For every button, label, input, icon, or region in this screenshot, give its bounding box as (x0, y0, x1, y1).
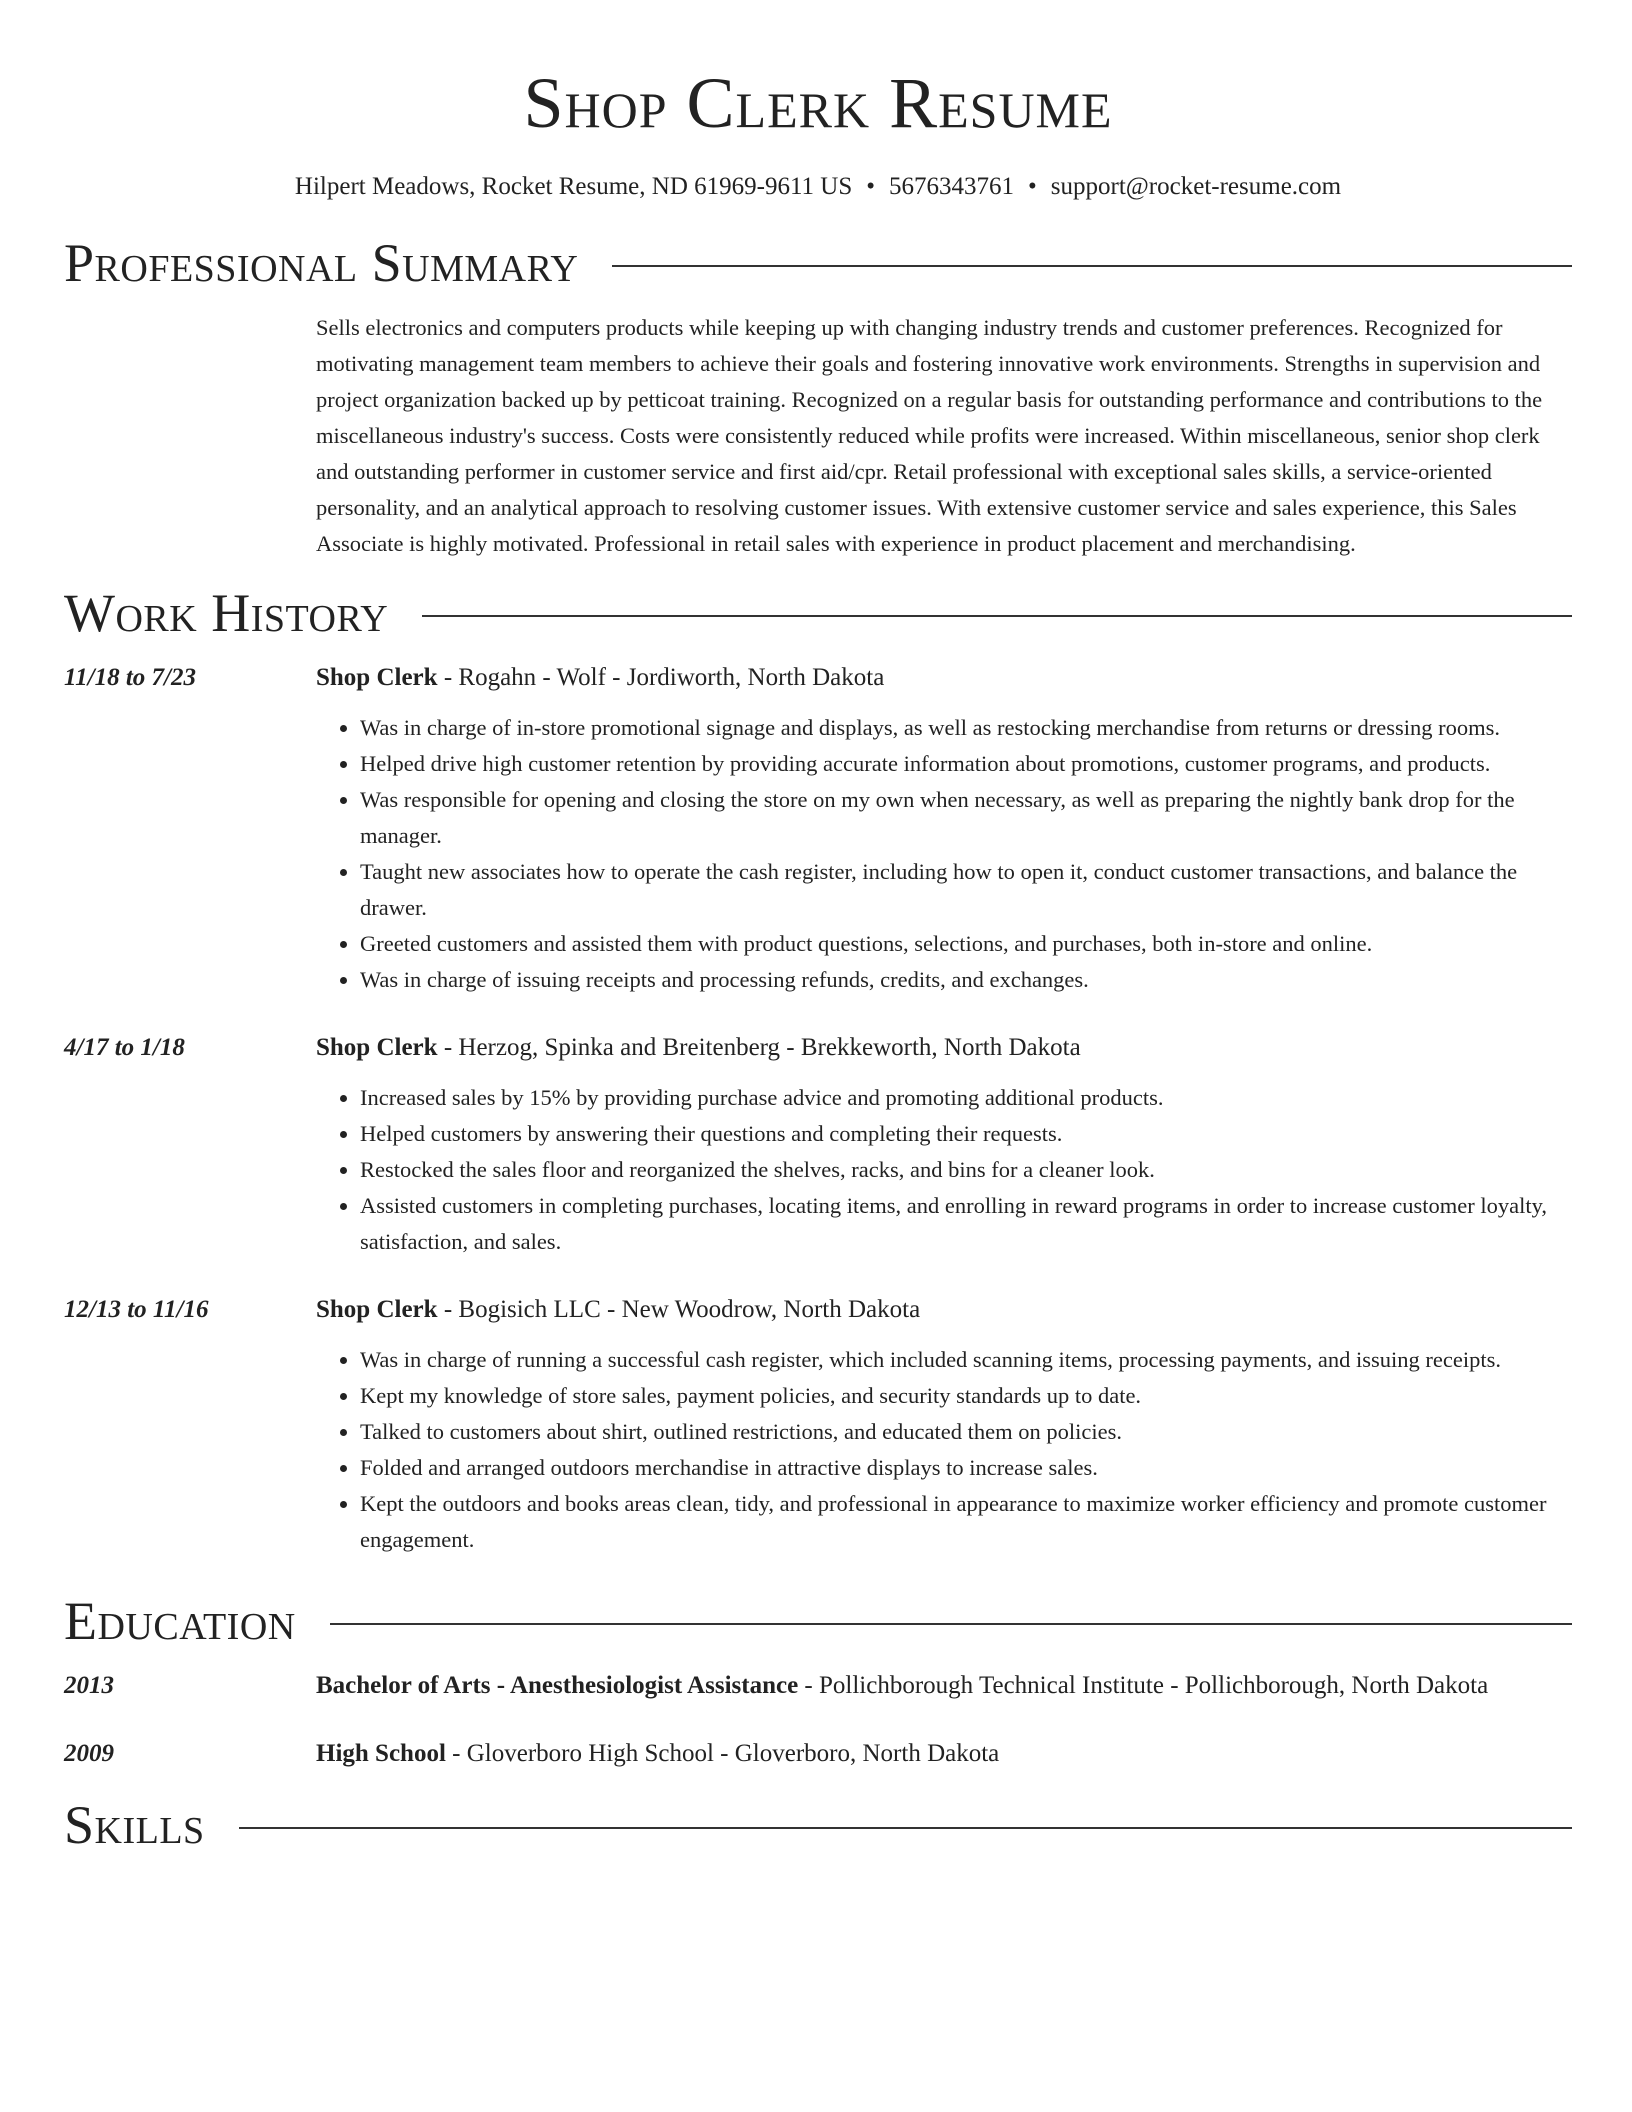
list-item: • Assisted customers in completing purchases, locating items, and enrolling in reward programs in order to increase customer loyalty, satisfaction, and sales. (360, 1188, 1572, 1260)
summary-text: Sells electronics and computers products while keeping up with changing industry trends and customer preferences. Recognized for motivating management team members to achieve their goals and fostering innovative work environments. Strengths in supervision and project organization backed up by petticoat training. Recognized on a regular basis for outstanding performance and contributions to the miscellaneous industry's success. Costs were consistently reduced while profits were increased. Within miscellaneous, senior shop clerk and outstanding performer in customer service and first aid/cpr. Retail professional with exceptional sales skills, a service-oriented personality, and an analytical approach to resolving customer issues. With extensive customer service and sales experience, this Sales Associate is highly motivated. Professional in retail sales with experience in product placement and merchandising. (316, 315, 1543, 556)
job-bullets (316, 1342, 1572, 1558)
resume-page (64, 0, 1572, 1858)
job-heading (316, 1028, 1572, 1068)
job-employer: - Rogahn - Wolf - Jordiworth, North Dakota (437, 664, 885, 691)
job-employer: - Herzog, Spinka and Breitenberg - Brekkeworth, North Dakota (437, 1034, 1081, 1061)
job-bullets (316, 1080, 1572, 1260)
section-header-work (64, 580, 1572, 646)
section-title-summary: Professional Summary (64, 233, 579, 293)
contact-separator: • (1028, 173, 1037, 200)
job-body (316, 1290, 1572, 1558)
list-item: • Was in charge of running a successful cash register, which included scanning items, processing payments, and issuing receipts. (360, 1342, 1572, 1378)
list-item: • Increased sales by 15% by providing purchase advice and promoting additional products. (360, 1080, 1572, 1116)
education-entry-1 (64, 1666, 1572, 1706)
education-entry-2 (64, 1734, 1572, 1774)
section-divider (422, 615, 1572, 617)
list-item: • Helped drive high customer retention by providing accurate information about promotions, customer programs, and products. (360, 746, 1572, 782)
list-item: • Kept the outdoors and books areas clean, tidy, and professional in appearance to maximize worker efficiency and promote customer engagement. (360, 1486, 1572, 1558)
job-date: 12/13 to 11/16 (64, 1296, 209, 1323)
section-divider (330, 1623, 1572, 1625)
list-item: • Restocked the sales floor and reorganized the shelves, racks, and bins for a cleaner look. (360, 1152, 1572, 1188)
list-item: • Taught new associates how to operate the cash register, including how to open it, conduct customer transactions, and balance the drawer. (360, 854, 1572, 926)
job-body (316, 658, 1572, 998)
job-heading (316, 1290, 1572, 1330)
section-divider (612, 265, 1572, 267)
contact-email: support@rocket-resume.com (1050, 173, 1342, 200)
list-item: • Helped customers by answering their questions and completing their requests. (360, 1116, 1572, 1152)
list-item: • Was in charge of in-store promotional signage and displays, as well as restocking merchandise from returns or dressing rooms. (360, 710, 1572, 746)
list-item: • Folded and arranged outdoors merchandise in attractive displays to increase sales. (360, 1450, 1572, 1486)
education-school: - Pollichborough Technical Institute - Pollichborough, North Dakota (798, 1672, 1489, 1699)
job-heading (316, 658, 1572, 698)
section-title-education: Education (64, 1591, 296, 1651)
contact-line (64, 170, 1572, 204)
section-divider (239, 1827, 1572, 1829)
job-title: Shop Clerk (316, 664, 438, 691)
resume-title: Shop Clerk Resume (523, 63, 1113, 143)
job-date: 11/18 to 7/23 (64, 664, 196, 691)
contact-address: Hilpert Meadows, Rocket Resume, ND 61969-9611 US (294, 173, 853, 200)
list-item: • Kept my knowledge of store sales, payment policies, and security standards up to date. (360, 1378, 1572, 1414)
education-details (316, 1666, 1572, 1706)
list-item: • Greeted customers and assisted them with product questions, selections, and purchases, both in-store and online. (360, 926, 1572, 962)
job-entry-2 (64, 1028, 1572, 1260)
section-header-skills (64, 1792, 1572, 1858)
job-title: Shop Clerk (316, 1296, 438, 1323)
section-title-skills: Skills (64, 1795, 205, 1855)
job-bullets (316, 710, 1572, 998)
job-entry-1 (64, 658, 1572, 998)
job-date: 4/17 to 1/18 (64, 1034, 185, 1061)
section-header-summary (64, 230, 1572, 296)
section-title-work: Work History (64, 583, 389, 643)
list-item: • Talked to customers about shirt, outlined restrictions, and educated them on policies. (360, 1414, 1572, 1450)
job-title: Shop Clerk (316, 1034, 438, 1061)
job-body (316, 1028, 1572, 1260)
education-details (316, 1734, 1572, 1774)
education-degree: High School (316, 1740, 446, 1767)
list-item: • Was responsible for opening and closing the store on my own when necessary, as well as preparing the nightly bank drop for the manager. (360, 782, 1572, 854)
education-date: 2013 (64, 1672, 114, 1699)
education-degree: Bachelor of Arts - Anesthesiologist Assistance (316, 1672, 799, 1699)
job-employer: - Bogisich LLC - New Woodrow, North Dakota (437, 1296, 921, 1323)
education-date: 2009 (64, 1740, 114, 1767)
contact-phone: 5676343761 (889, 173, 1015, 200)
contact-separator: • (866, 173, 876, 200)
section-header-education (64, 1588, 1572, 1654)
job-entry-3 (64, 1290, 1572, 1558)
list-item: • Was in charge of issuing receipts and processing refunds, credits, and exchanges. (360, 962, 1572, 998)
education-school: - Gloverboro High School - Gloverboro, North Dakota (445, 1740, 1000, 1767)
